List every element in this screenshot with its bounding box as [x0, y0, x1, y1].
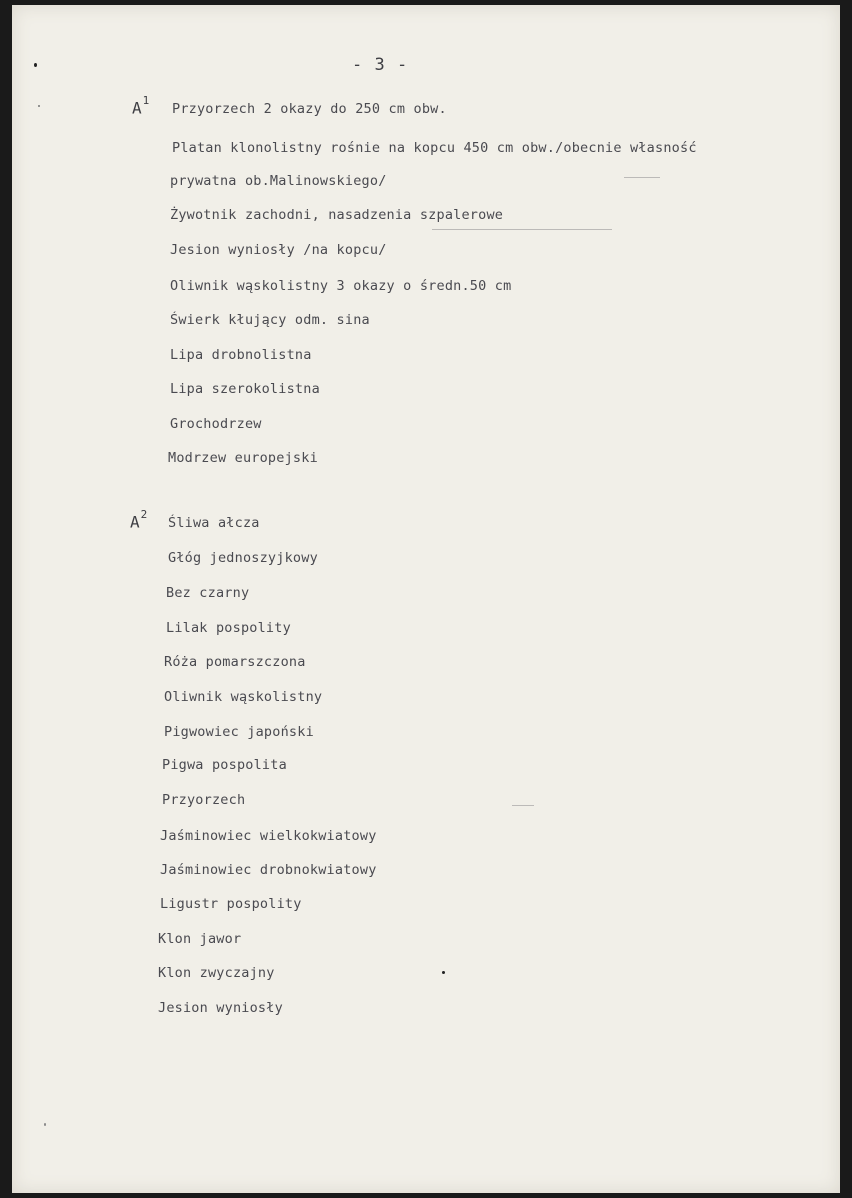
scan-speck [34, 63, 37, 67]
scan-speck [44, 1123, 46, 1126]
scan-line [432, 229, 612, 230]
list-item: Świerk kłujący odm. sina [170, 312, 370, 328]
list-item: Ligustr pospolity [160, 896, 302, 912]
list-item: Klon jawor [158, 931, 242, 947]
section-marker-superscript: 1 [142, 94, 150, 107]
list-item: Pigwa pospolita [162, 757, 287, 773]
scan-speck [442, 971, 445, 974]
list-item: Oliwnik wąskolistny 3 okazy o średn.50 cm [170, 278, 512, 294]
list-item: Jaśminowiec drobnokwiatowy [160, 862, 377, 878]
list-item: Przyorzech 2 okazy do 250 cm obw. [172, 101, 447, 117]
scan-line [512, 805, 534, 806]
section-marker [130, 508, 148, 532]
list-item: Jaśminowiec wielkokwiatowy [160, 828, 377, 844]
list-item: Głóg jednoszyjkowy [168, 550, 318, 566]
list-item: Jesion wyniosły [158, 1000, 283, 1016]
list-item: Róża pomarszczona [164, 654, 306, 670]
scan-line [624, 177, 660, 178]
list-item: Oliwnik wąskolistny [164, 689, 323, 705]
list-item: Grochodrzew [170, 416, 262, 432]
section-marker [132, 94, 150, 118]
list-item: prywatna ob.Malinowskiego/ [170, 173, 387, 189]
list-item: Platan klonolistny rośnie na kopcu 450 cm obw./obecnie własność [172, 140, 697, 156]
document-page [12, 5, 840, 1193]
list-item: Modrzew europejski [168, 450, 318, 466]
list-item: Bez czarny [166, 585, 250, 601]
list-item: Pigwowiec japoński [164, 724, 314, 740]
list-item: Żywotnik zachodni, nasadzenia szpalerowe [170, 207, 504, 223]
section-marker-letter: A [132, 98, 142, 118]
section-marker-superscript: 2 [140, 508, 148, 521]
section-marker-letter: A [130, 512, 140, 532]
list-item: Jesion wyniosły /na kopcu/ [170, 242, 387, 258]
list-item: Lilak pospolity [166, 620, 291, 636]
list-item: Śliwa ałcza [168, 515, 260, 531]
list-item: Lipa szerokolistna [170, 381, 320, 397]
list-item: Lipa drobnolistna [170, 347, 312, 363]
list-item: Klon zwyczajny [158, 965, 275, 981]
list-item: Przyorzech [162, 792, 246, 808]
page-number: - 3 - [352, 55, 409, 75]
scan-speck [38, 105, 40, 107]
